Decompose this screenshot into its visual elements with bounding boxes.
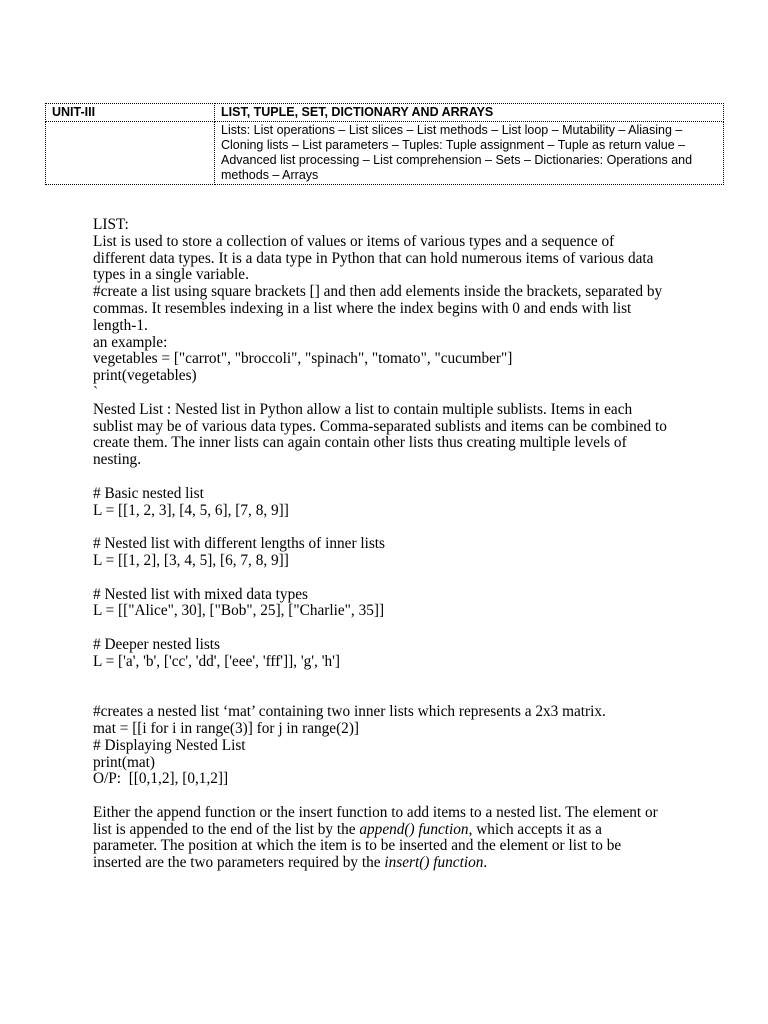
text-run: . [483, 854, 488, 872]
nested-intro-line: nesting. [93, 451, 142, 469]
stray-backtick: ` [93, 383, 99, 401]
list-intro-line: #create a list using square brackets [] and then add elements inside the brackets, separated by [93, 283, 663, 301]
append-para-line: Either the append function or the insert function to add items to a nested list. The element or [93, 803, 658, 821]
nested-intro-line: sublist may be of various data types. Comma-separated sublists and items can be combined to [93, 417, 667, 435]
example-code: L = [[1, 2, 3], [4, 5, 6], [7, 8, 9]] [93, 501, 289, 519]
spacer [93, 671, 693, 705]
syllabus-line: Advanced list processing – List comprehension – Sets – Dictionaries: Operations and [221, 153, 693, 167]
example-code: L = ['a', 'b', ['cc', 'dd', ['eee', 'fff']], 'g', 'h'] [93, 652, 340, 670]
example-code: L = [[1, 2], [3, 4, 5], [6, 7, 8, 9]] [93, 551, 289, 569]
code-line: vegetables = ["carrot", "broccoli", "spinach", "tomato", "cucumber"] [93, 350, 513, 368]
matrix-line: mat = [[i for i in range(3)] for j in range(2)] [93, 719, 360, 737]
append-para-line: parameter. The position at which the item is to be inserted and the element or list to be [93, 837, 622, 855]
example-comment: # Nested list with mixed data types [93, 585, 308, 603]
unit-syllabus [215, 122, 724, 185]
append-para-line [93, 855, 693, 872]
list-intro-line: an example: [93, 333, 168, 351]
nested-intro-line: create them. The inner lists can again contain other lists thus creating multiple levels of [93, 434, 627, 452]
spacer [93, 570, 693, 587]
spacer [93, 788, 693, 805]
spacer [93, 519, 693, 536]
nested-intro-line: Nested List : Nested list in Python allow a list to contain multiple sublists. Items in each [93, 400, 633, 418]
list-intro-line: length-1. [93, 316, 148, 334]
append-function-term: append() function [359, 820, 469, 838]
list-intro-line: commas. It resembles indexing in a list where the index begins with 0 and ends with list [93, 299, 632, 317]
syllabus-line: Cloning lists – List parameters – Tuples: Tuple assignment – Tuple as return value – [221, 138, 686, 152]
spacer [93, 469, 693, 486]
syllabus-line: methods – Arrays [221, 168, 319, 182]
unit-title: LIST, TUPLE, SET, DICTIONARY AND ARRAYS [215, 104, 724, 122]
unit-header-table [45, 103, 724, 185]
list-heading: LIST: [93, 216, 129, 233]
example-comment: # Deeper nested lists [93, 635, 221, 653]
unit-code: UNIT-III [46, 104, 215, 122]
text-run: inserted are the two parameters required by the [93, 854, 385, 872]
list-intro-line: different data types. It is a data type in Python that can hold numerous items of various data [93, 249, 654, 267]
text-run: list is appended to the end of the list by the [93, 820, 360, 838]
unit-empty-cell [46, 122, 215, 185]
append-para-line [93, 822, 693, 839]
matrix-line: print(mat) [93, 753, 156, 771]
code-line: print(vegetables) [93, 367, 197, 385]
list-intro-line: List is used to store a collection of values or items of various types and a sequence of [93, 232, 615, 250]
example-comment: # Nested list with different lengths of inner lists [93, 535, 386, 553]
matrix-line: # Displaying Nested List [93, 736, 246, 754]
spacer [93, 620, 693, 637]
insert-function-term: insert() function [384, 854, 484, 872]
unit-syllabus-row [46, 122, 724, 185]
unit-title-row [46, 104, 724, 122]
document-body [93, 217, 693, 872]
matrix-line: #creates a nested list ‘mat’ containing two inner lists which represents a 2x3 matrix. [93, 703, 606, 721]
list-intro-line: types in a single variable. [93, 266, 249, 284]
example-code: L = [["Alice", 30], ["Bob", 25], ["Charlie", 35]] [93, 602, 385, 620]
text-run: , which accepts it as a [468, 820, 602, 838]
example-comment: # Basic nested list [93, 484, 204, 502]
syllabus-line: Lists: List operations – List slices – List methods – List loop – Mutability – Aliasing – [221, 123, 683, 137]
matrix-output: O/P: [[0,1,2], [0,1,2]] [93, 770, 229, 788]
